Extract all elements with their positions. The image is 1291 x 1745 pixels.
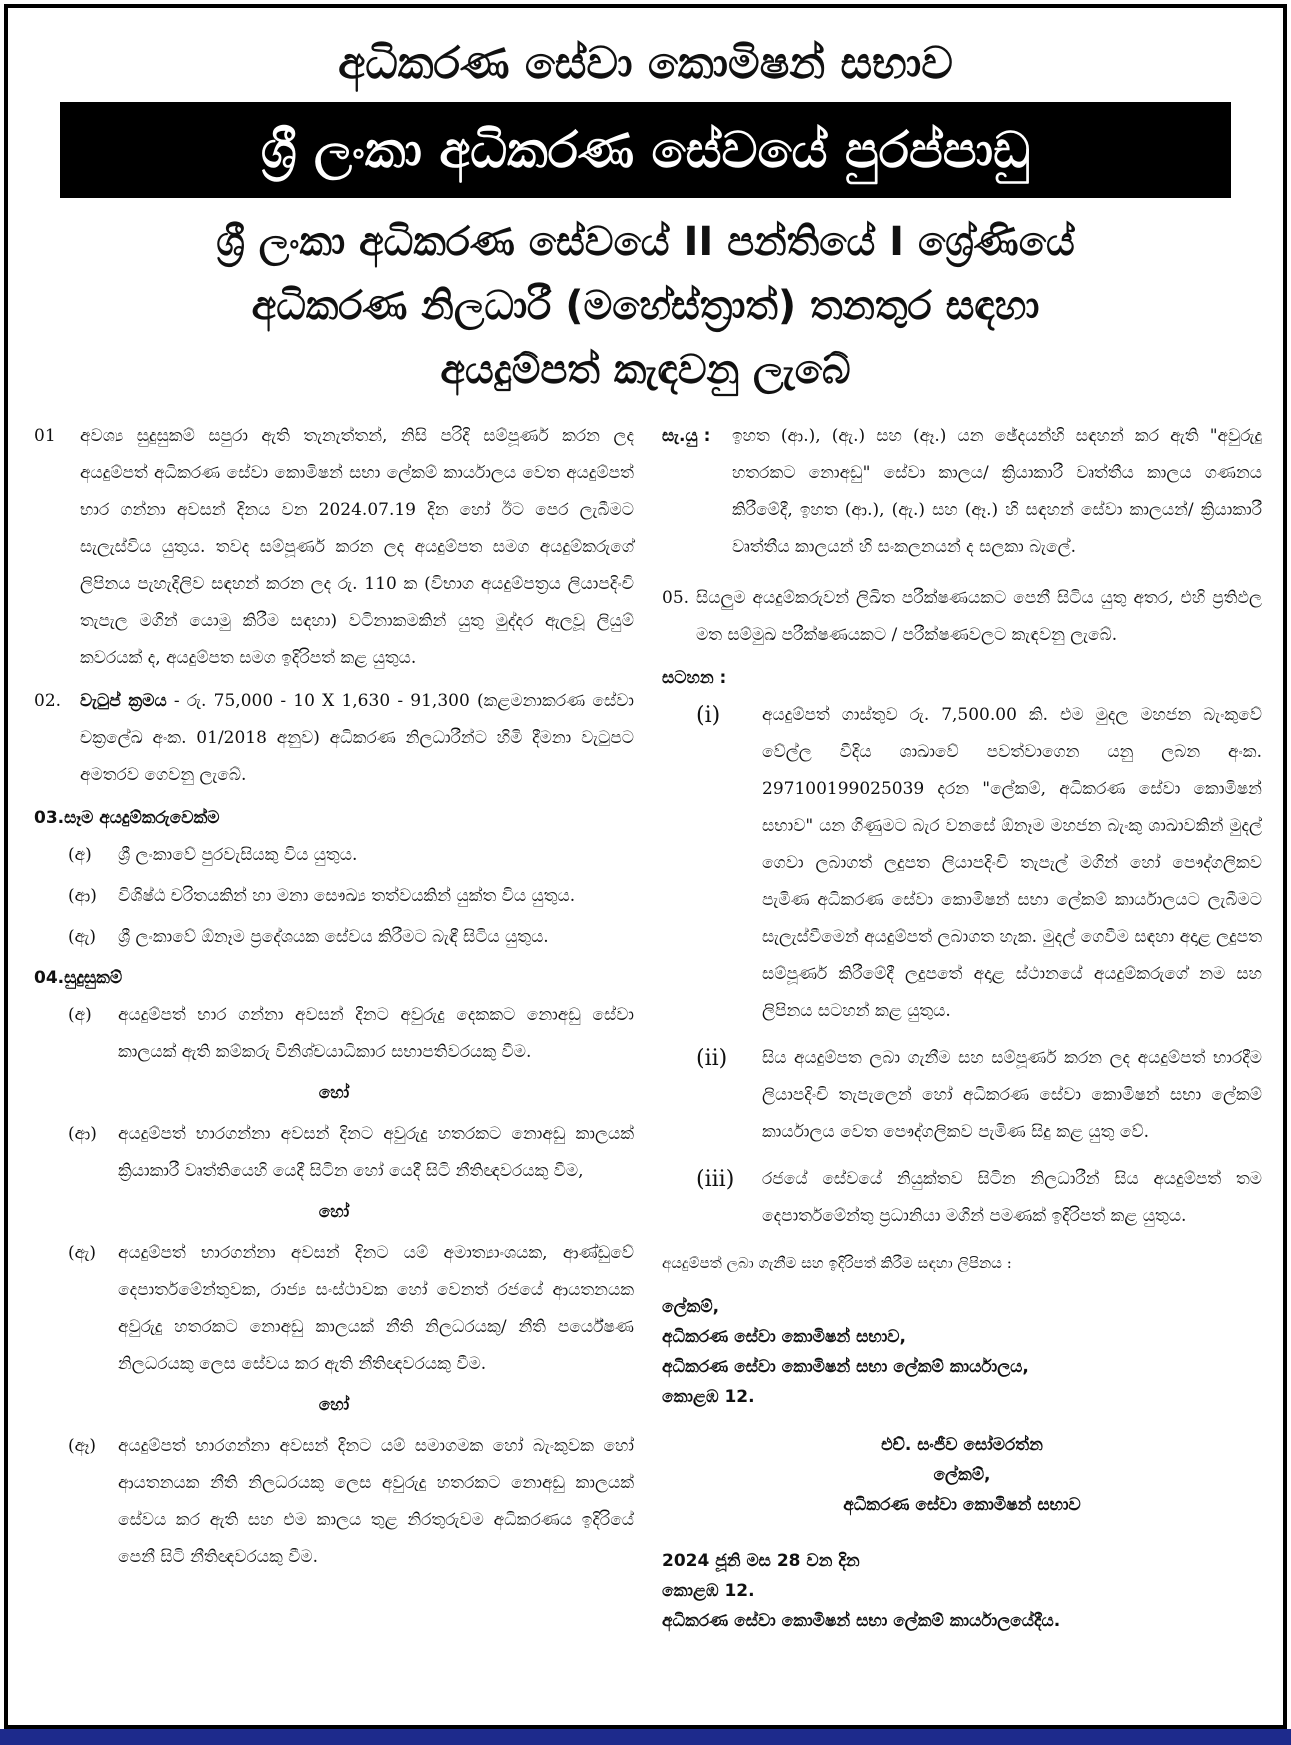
item-label: (ඈ) — [68, 1436, 97, 1456]
list-item — [68, 1116, 634, 1190]
nb-text: ඉහත (ආ.), (ඇ.) සහ (ඈ.) යන ඡේදයන්හි සඳහන් කර ඇති "අවුරුදු හතරකට නොඅඩු" සේවා කාලය/ ක්‍රියාකාරී වෘත්තීය කාලය ගණනය කිරීමේදී, ඉහත (ආ.), (ඇ.) සහ (ඈ.) හි සඳහන් සේවා කාලයන්/ ක්‍රියාකාරී වෘත්තීය කාලයන් හි සංකලනයන් ද සලකා බැලේ. — [732, 426, 1262, 557]
date-line: 2024 ජූනි මස 28 වන දින — [662, 1551, 860, 1571]
item-text: රජයේ සේවයේ නියුක්තව සිටින නිලධාරීන් සිය අයදුම්පත් තම දෙපාර්තමේන්තු ප්‍රධානියා මගින් පමණක් ඉදිරිපත් කළ යුතුය. — [762, 1169, 1262, 1226]
or-separator: හෝ — [318, 1083, 350, 1103]
list-item — [68, 919, 634, 956]
title-line: ශ්‍රී ලංකා අධිකරණ සේවයේ II පන්තියේ I ශ්‍රේණියේ — [216, 219, 1075, 265]
item-label: (අ) — [68, 1005, 92, 1025]
item-label: (ii) — [696, 1046, 728, 1071]
title-line: අයදුම්පත් කැඳවනු ලැබේ — [440, 347, 851, 393]
address-intro: අයදුම්පත් ලබා ගැනීම සහ ඉදිරිපත් කිරීම සඳහා ලිපිනය : — [662, 1254, 1012, 1272]
date-place-block — [662, 1546, 1262, 1636]
section-text: - රු. 75,000 - 10 X 1,630 - 91,300 (කළමනාකරණ සේවා චක්‍රලේඛ අංක. 01/2018 අනුව) අධිකරණ නිලධාරීන්ට හිමි දීමනා වැටුපට අමතරව ගෙවනු ලැබේ. — [80, 691, 634, 785]
item-text: විශිෂ්ඨ චරිතයකින් හා මනා සෞඛ්‍ය තත්වයකින් යුක්ත විය යුතුය. — [118, 886, 576, 906]
section-05 — [662, 580, 1262, 654]
item-label: (iii) — [696, 1167, 735, 1192]
notes-heading: සටහන : — [662, 668, 727, 688]
bottom-bar — [0, 1729, 1291, 1745]
item-label: (අ) — [68, 845, 92, 865]
commission-name: අධිකරණ සේවා කොමිෂන් සභාව — [338, 38, 953, 89]
item-label: (ඇ) — [68, 927, 97, 947]
section-number: 05. — [662, 588, 690, 608]
item-text: සිය අයදුම්පත ලබා ගැනීම සහ සම්පූර්ණ කරන ලද අයදුම්පත් භාරදීම ලියාපදිංචි තැපැලෙන් හෝ අධිකරණ සේවා කොමිෂන් සභා ලේකම් කාර්යාලය වෙත පෞද්ගලිකව පැමිණ සිදු කළ යුතු වේ. — [762, 1048, 1262, 1142]
signatory-title: ලේකම්, — [933, 1465, 991, 1485]
signatory-org: අධිකරණ සේවා කොමිෂන් සභාව — [843, 1495, 1081, 1515]
item-text: ශ්‍රී ලංකාවේ පුරවැසියකු විය යුතුය. — [118, 845, 358, 865]
item-label: (ආ) — [68, 1124, 97, 1144]
section-03-heading: 03.සෑම අයදුම්කරුවෙක්ම — [34, 808, 220, 828]
item-label: (i) — [696, 703, 721, 728]
item-text: අයදුම්පත් භාර ගන්නා අවසන් දිනට අවුරුදු දෙකකට නොඅඩු සේවා කාලයක් ඇති කම්කරු විනිශ්චයාධිකාර සභාපතිවරයකු වීම. — [118, 1005, 634, 1062]
section-01 — [34, 418, 634, 677]
address-line: ලේකම්, — [662, 1297, 720, 1317]
list-item — [68, 1428, 634, 1576]
note-item — [696, 1161, 1262, 1235]
address-block — [662, 1292, 1262, 1412]
address-line: කොළඹ 12. — [662, 1387, 755, 1407]
place-line: කොළඹ 12. — [662, 1581, 755, 1601]
note-item — [696, 697, 1262, 1030]
note-item — [696, 1040, 1262, 1151]
notice-title — [0, 210, 1291, 402]
left-column — [34, 418, 634, 1580]
signatory-name: එච්. සංජීව සෝමරත්න — [881, 1435, 1043, 1455]
section-body — [80, 683, 634, 794]
note-nb — [662, 418, 1262, 566]
list-item — [68, 1235, 634, 1383]
right-column — [662, 418, 1262, 1636]
item-text: අයදුම්පත් භාරගන්නා අවසන් දිනට අවුරුදු හතරකට නොඅඩු කාලයක් ක්‍රියාකාරී වෘත්තියෙහි යෙදී සිටින හෝ යෙදී සිටි නීතිඥවරයකු වීම, — [118, 1124, 634, 1181]
item-text: ශ්‍රී ලංකාවේ ඕනෑම ප්‍රදේශයක සේවය කිරීමට බැඳී සිටිය යුතුය. — [118, 927, 549, 947]
address-line: අධිකරණ සේවා කොමිෂන් සභාව, — [662, 1327, 906, 1347]
title-line: අධිකරණ නිලධාරී (මහේස්ත්‍රාත්) තනතුර සඳහා — [251, 283, 1040, 329]
list-item — [68, 997, 634, 1071]
office-line: අධිකරණ සේවා කොමිෂන් සභා ලේකම් කාර්යාලයේදීය. — [662, 1611, 1061, 1631]
item-label: (ආ) — [68, 886, 97, 906]
salary-scale-label: වැටුප් ක්‍රමය — [80, 691, 167, 711]
address-line: අධිකරණ සේවා කොමිෂන් සභා ලේකම් කාර්යාලය, — [662, 1357, 1029, 1377]
nb-label: සැ.යු : — [662, 426, 711, 446]
signature-block — [662, 1430, 1262, 1520]
or-separator: හෝ — [318, 1395, 350, 1415]
list-item — [68, 878, 634, 915]
item-text: අයදුම්පත් භාරගන්නා අවසන් දිනට යම් සමාගමක හෝ බැංකුවක හෝ ආයතනයක නීති නිලධරයකු ලෙස අවුරුදු හතරකට නොඅඩු කාලයක් සේවය කර ඇති සහ එම කාලය තුළ නිරතුරුවම අධිකරණය ඉදිරියේ පෙනී සිටි නීතිඥවරයකු වීම. — [118, 1436, 634, 1567]
section-text: සියලුම අයදුම්කරුවන් ලිඛිත පරීක්ෂණයකට පෙනී සිටිය යුතු අතර, එහි ප්‍රතිඵල මත සම්මුඛ පරීක්ෂණයකට / පරීක්ෂණවලට කැඳවනු ලැබේ. — [696, 588, 1262, 645]
item-text: අයදුම්පත් ගාස්තුව රු. 7,500.00 කි. එම මුදල මහජන බැංකුවේ වේල්ල වීදිය ශාඛාවේ පවත්වාගෙන යනු ලබන අංක. 297100199025039 දරන "ලේකම්, අධිකරණ සේවා කොමිෂන් සභාව" යන ගිණුමට බැර වනසේ ඕනෑම මහජන බැංකු ශාඛාවකින් මුදල් ගෙවා ලබාගත් ලදුපත ලියාපදිංචි තැපැල් මගින් හෝ පෞද්ගලිකව පැමිණ අධිකරණ සේවා කොමිෂන් සභා ලේකම් කාර්යාලයට ලැබීමට සැලැස්වීමෙන් අයදුම්පත් ලබාගත හැක. මුදල් ගෙවීම සඳහා අදාළ ලදුපත සම්පූර්ණ කිරීමේදී ලදුපතේ අදාළ ස්ථානයේ අයදුම්කරුගේ නම සහ ලිපිනය සටහන් කළ යුතුය. — [762, 705, 1262, 1021]
list-item — [68, 837, 634, 874]
item-label: (ඇ) — [68, 1243, 97, 1263]
section-text: අවශ්‍ය සුදුසුකම් සපුරා ඇති තැනැත්තන්, නිසි පරිදි සම්පූර්ණ කරන ලද අයදුම්පත් අධිකරණ සේවා කොමිෂන් සභා ලේකම් කාර්යාලය වෙත අයදුම්පත් භාර ගන්නා අවසන් දිනය වන 2024.07.19 දින හෝ ඊට පෙර ලැබීමට සැලැස්විය යුතුය. තවද සම්පූර්ණ කරන ලද අයදුම්පත සමග අයදුම්කරුගේ ලිපිනය පැහැදිලිව සඳහන් කරන ලද රු. 110 ක (විභාග අයදුම්පත්‍රය ලියාපදිංචි තැපැල මගින් යොමු කිරීම සඳහා) වටිනාකමකින් යුතු මුද්දර ඇලවූ ලියුම් කවරයක් ද, අයදුම්පත සමග ඉදිරිපත් කළ යුතුය. — [80, 426, 634, 668]
vacancy-banner: ශ්‍රී ලංකා අධිකරණ සේවයේ පුරප්පාඩු — [60, 102, 1231, 198]
section-04-heading: 04.සුදුසුකම් — [34, 968, 123, 988]
or-separator: හෝ — [318, 1202, 350, 1222]
item-text: අයදුම්පත් භාරගන්නා අවසන් දිනට යම් අමාත්‍යාංශයක, ආණ්ඩුවේ දෙපාර්තමේන්තුවක, රාජ්‍ය සංස්ථාවක හෝ වෙනත් රජයේ ආයතනයක අවුරුදු හතරකට නොඅඩු කාලයක් නීති නිලධරයකු/ නීති පර්යේෂණ නිලධරයකු ලෙස සේවය කර ඇති නීතිඥවරයකු වීම. — [118, 1243, 634, 1374]
section-number: 02. — [34, 691, 62, 711]
section-02 — [34, 683, 634, 794]
section-number: 01 — [34, 426, 56, 446]
